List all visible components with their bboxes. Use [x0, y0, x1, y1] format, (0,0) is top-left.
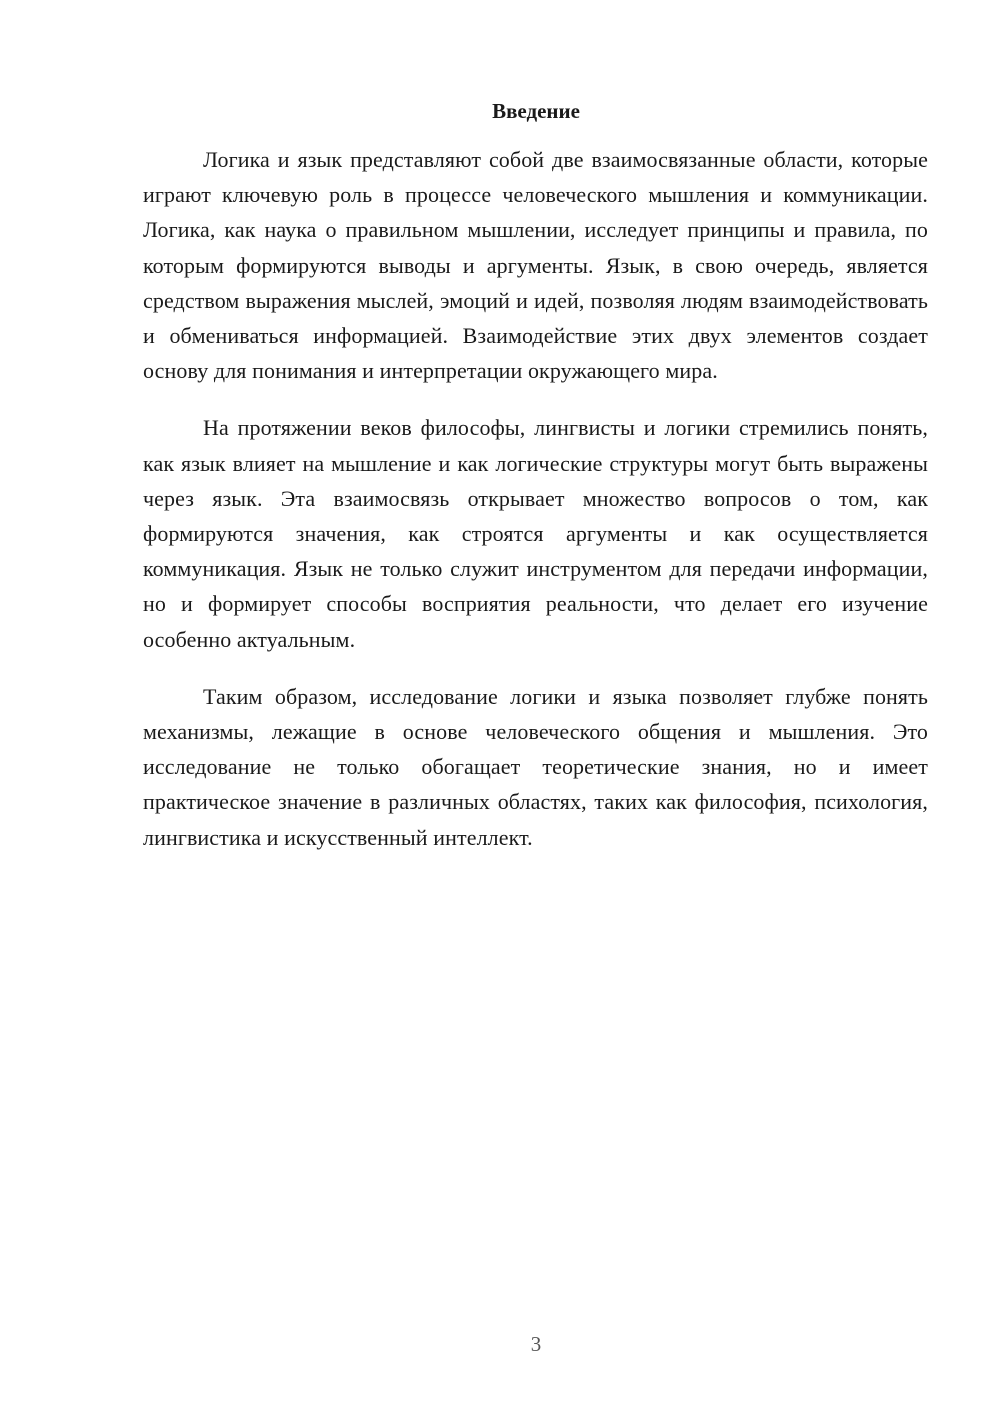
section-title: Введение: [492, 99, 580, 123]
paragraph-1: Логика и язык представляют собой две взаимосвязанные области, которые играют ключевую роль в процессе человеческого мышления и коммуникации. Логика, как наука о правильном мышлении, исследует принципы и правила, по которым формируются выводы и аргументы. Язык, в свою очередь, является средством выражения мыслей, эмоций и идей, позволяя людям взаимодействовать и обмениваться информацией. Взаимодействие этих двух элементов создает основу для понимания и интерпретации окружающего мира.: [143, 147, 928, 384]
paragraph-3: Таким образом, исследование логики и языка позволяет глубже понять механизмы, лежащие в основе человеческого общения и мышления. Это исследование не только обогащает теоретические знания, но и имеет практическое значение в различных областях, таких как философия, психология, лингвистика и искусственный интеллект.: [143, 683, 928, 850]
page-number: 3: [530, 1332, 542, 1356]
paragraph-2: На протяжении веков философы, лингвисты и логики стремились понять, как язык влияет на мышление и как логические структуры могут быть выражены через язык. Эта взаимосвязь открывает множество вопросов о том, как формируются значения, как строятся аргументы и как осуществляется коммуникация. Язык не только служит инструментом для передачи информации, но и формирует способы восприятия реальности, что делает его изучение особенно актуальным.: [143, 415, 928, 652]
body-text: [143, 142, 928, 877]
